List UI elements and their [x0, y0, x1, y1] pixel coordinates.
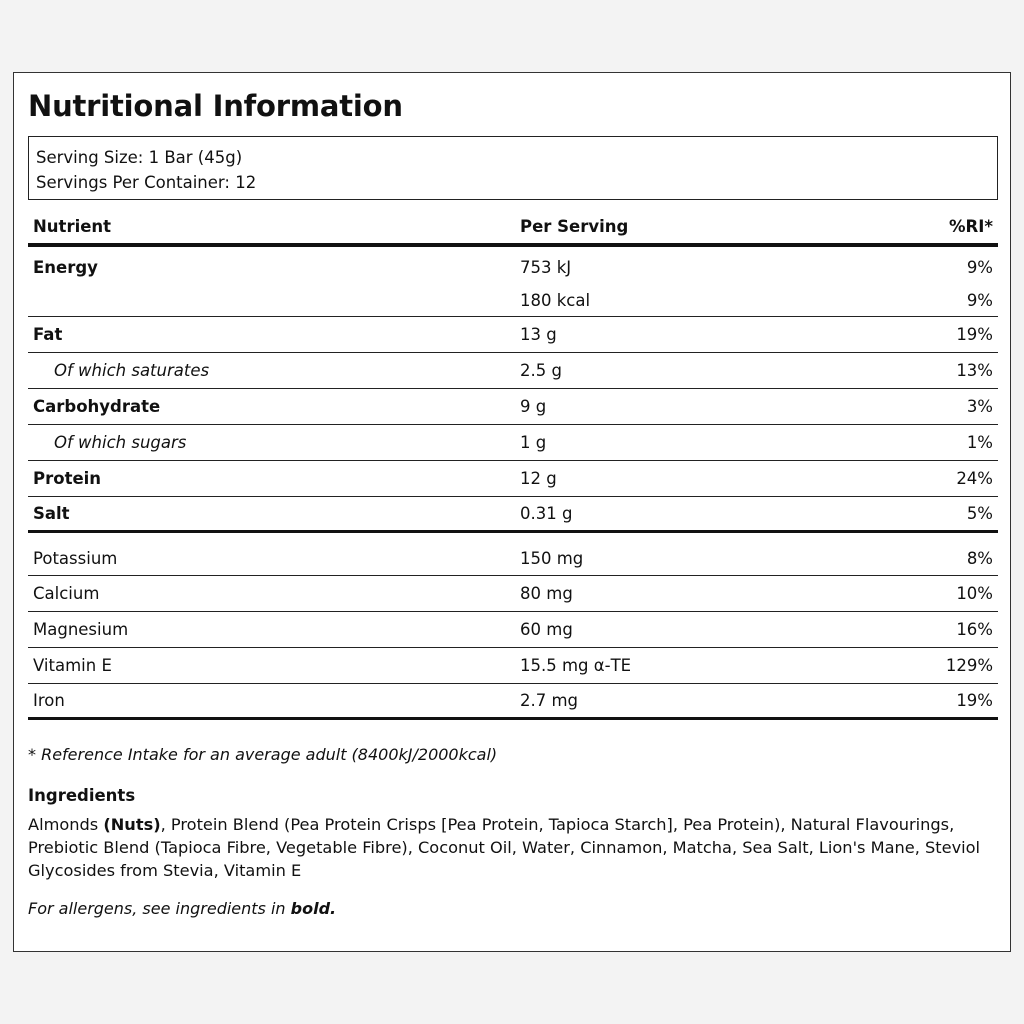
ingredients-rest: , Protein Blend (Pea Protein Crisps [Pea Protein, Tapioca Starch], Pea Protein), Natural Flavourings, Prebiotic Blend (Tapioca Fibre, Vegetable Fibre), Coconut Oil, Water, Cinnamon, Matcha, Sea Salt, Lion's Mane, Steviol Glycosides from Stevia, Vitamin E	[28, 815, 981, 880]
header-nutrient: Nutrient	[33, 216, 112, 236]
nutrient-ri: 8%	[966, 548, 993, 568]
allergen-note	[28, 899, 336, 918]
nutrient-ri: 16%	[956, 620, 993, 639]
ingredients-text	[28, 813, 1000, 882]
table-row-magnesium	[28, 612, 998, 648]
table-row-iron	[28, 684, 998, 720]
table-row-calcium	[28, 576, 998, 612]
allergen-note-bold: bold.	[290, 899, 337, 918]
nutrient-name: Protein	[33, 469, 102, 488]
nutrient-name: Of which saturates	[54, 361, 210, 380]
table-row-energy-kcal	[28, 284, 998, 317]
ingredients-heading: Ingredients	[28, 786, 136, 805]
nutrient-ri: 10%	[956, 584, 993, 603]
nutrient-name: Of which sugars	[54, 433, 187, 452]
table-row-saturates	[28, 353, 998, 389]
nutrient-name: Fat	[33, 325, 63, 344]
nutrient-amount: 0.31 g	[520, 504, 573, 523]
nutrient-ri: 129%	[945, 656, 993, 675]
nutrient-amount: 150 mg	[520, 548, 584, 568]
nutrient-amount: 9 g	[520, 397, 547, 416]
nutrient-ri: 9%	[966, 290, 993, 310]
table-row-sugars	[28, 425, 998, 461]
table-row-fat	[28, 317, 998, 353]
nutrient-amount: 180 kcal	[520, 290, 591, 310]
ingredients-allergen: (Nuts)	[103, 815, 161, 834]
nutrient-amount: 15.5 mg α-TE	[520, 656, 632, 675]
nutrient-amount: 1 g	[520, 433, 547, 452]
allergen-note-prefix: For allergens, see ingredients in	[28, 899, 291, 918]
nutrient-name: Calcium	[33, 584, 100, 603]
nutrient-name: Carbohydrate	[33, 397, 161, 416]
table-row-protein	[28, 461, 998, 497]
table-row-salt	[28, 497, 998, 533]
nutrition-panel	[13, 72, 1011, 952]
nutrient-amount: 12 g	[520, 469, 557, 488]
nutrient-amount: 2.7 mg	[520, 691, 579, 710]
nutrient-amount: 80 mg	[520, 584, 573, 603]
nutrient-amount: 753 kJ	[520, 258, 572, 277]
nutrient-name: Magnesium	[33, 620, 129, 639]
serving-size: Serving Size: 1 Bar (45g)	[36, 148, 243, 167]
header-per-serving: Per Serving	[520, 216, 629, 236]
nutrient-amount: 60 mg	[520, 620, 573, 639]
ri-footnote: * Reference Intake for an average adult (8400kJ/2000kcal)	[28, 745, 498, 764]
nutrient-amount: 2.5 g	[520, 361, 562, 380]
nutrient-ri: 19%	[956, 325, 993, 344]
nutrient-ri: 24%	[956, 469, 993, 488]
nutrient-ri: 9%	[966, 258, 993, 277]
nutrient-name: Vitamin E	[33, 656, 112, 675]
table-header	[28, 209, 998, 247]
ingredients-first: Almonds	[28, 815, 104, 834]
nutrient-name: Salt	[33, 504, 70, 523]
header-ri: %RI*	[948, 216, 993, 236]
table-row-vitamin-e	[28, 648, 998, 684]
nutrient-name: Iron	[33, 691, 65, 710]
table-row-carbohydrate	[28, 389, 998, 425]
nutrient-ri: 5%	[966, 504, 993, 523]
nutrition-table	[28, 209, 998, 720]
page-title: Nutritional Information	[28, 89, 403, 123]
nutrient-name: Energy	[33, 258, 98, 277]
servings-per-container: Servings Per Container: 12	[36, 173, 257, 192]
table-row-energy-kj	[28, 247, 998, 284]
serving-info-box	[28, 136, 998, 200]
nutrient-ri: 19%	[956, 691, 993, 710]
nutrient-ri: 1%	[966, 433, 993, 452]
nutrient-name: Potassium	[33, 548, 118, 568]
nutrient-ri: 3%	[966, 397, 993, 416]
nutrient-ri: 13%	[956, 361, 993, 380]
table-row-potassium	[28, 533, 998, 576]
nutrient-amount: 13 g	[520, 325, 557, 344]
